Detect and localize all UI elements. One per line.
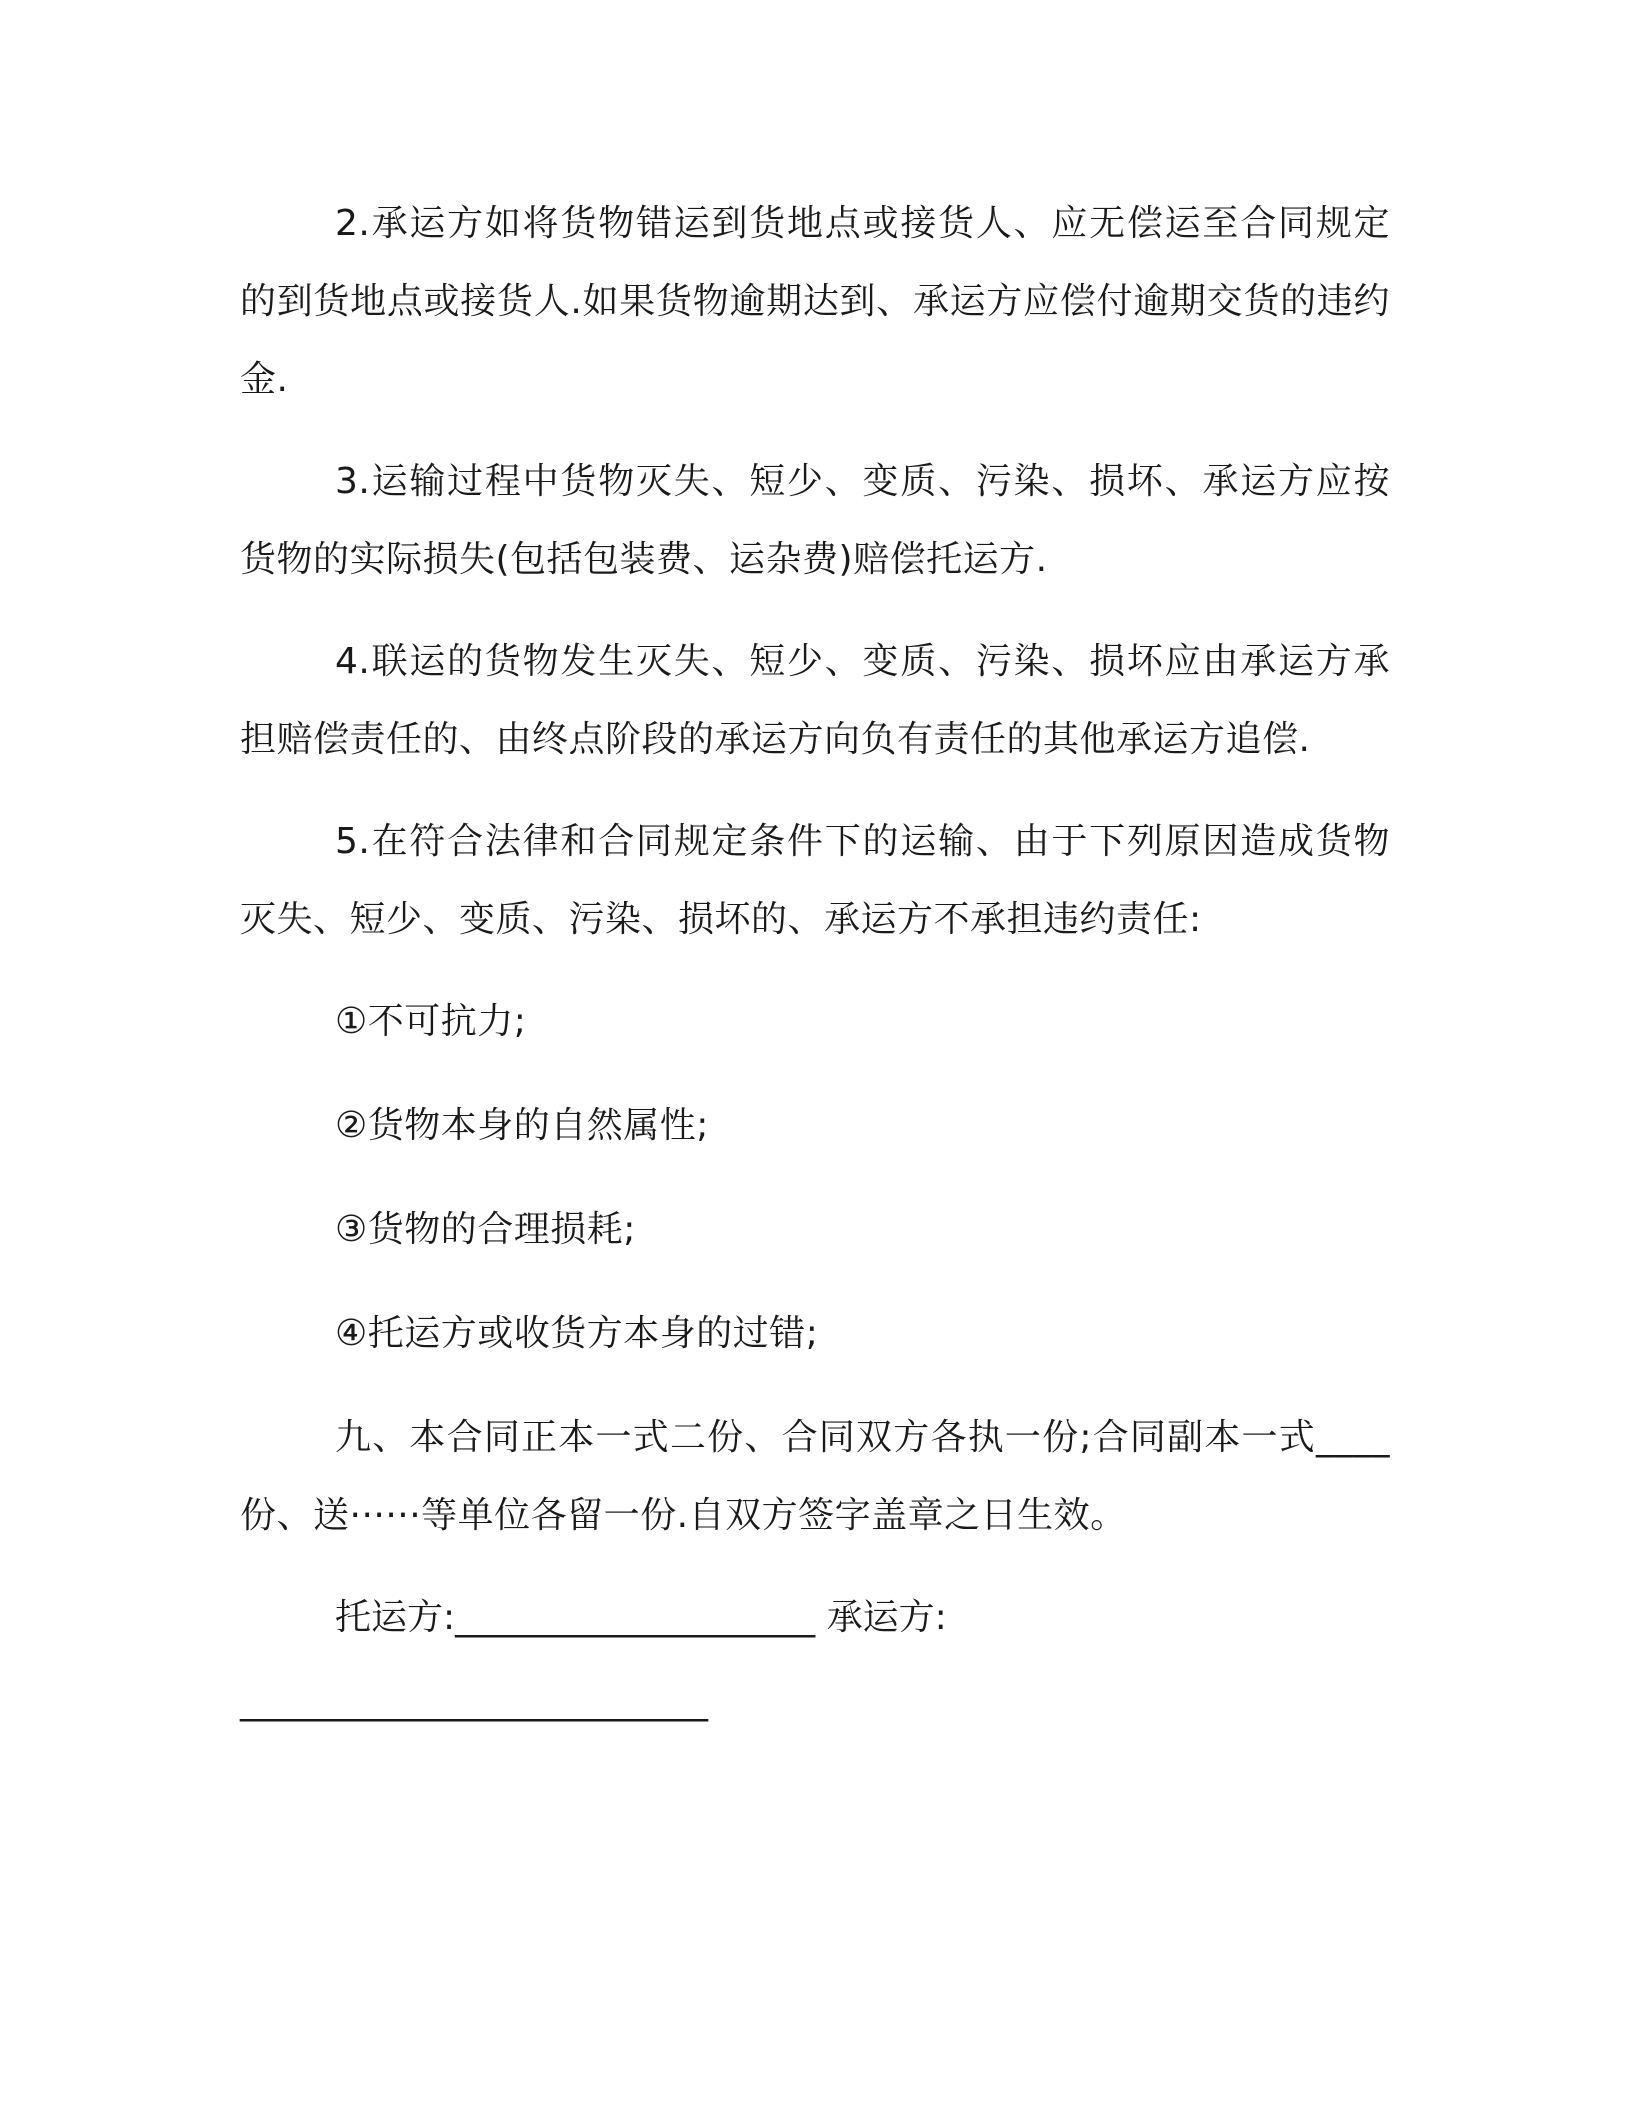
paragraph-clause-4: 4.联运的货物发生灭失、短少、变质、污染、损坏应由承运方承担赔偿责任的、由终点阶段的承运方向负有责任的其他承运方追偿. — [240, 641, 1390, 760]
paragraph-clause-3: 3.运输过程中货物灭失、短少、变质、污染、损坏、承运方应按货物的实际损失(包括包装费、运杂费)赔偿托运方. — [240, 461, 1390, 580]
list-item-natural-property: ②货物本身的自然属性; — [335, 1105, 709, 1146]
list-item-reasonable-loss: ③货物的合理损耗; — [335, 1209, 636, 1250]
list-item-party-fault: ④托运方或收货方本身的过错; — [335, 1313, 819, 1354]
signature-blank-line: __________________________ — [240, 1681, 708, 1722]
list-item-force-majeure: ①不可抗力; — [335, 1001, 527, 1042]
signature-line: 托运方:____________________ 承运方: — [335, 1597, 947, 1638]
paragraph-clause-2: 2.承运方如将货物错运到货地点或接货人、应无偿运至合同规定的到货地点或接货人.如果货物逾期达到、承运方应偿付逾期交货的违约金. — [240, 203, 1390, 400]
paragraph-clause-nine: 九、本合同正本一式二份、合同双方各执一份;合同副本一式____份、送······等单位各留一份.自双方签字盖章之日生效。 — [240, 1417, 1390, 1536]
paragraph-clause-5: 5.在符合法律和合同规定条件下的运输、由于下列原因造成货物灭失、短少、变质、污染、损坏的、承运方不承担违约责任: — [240, 821, 1390, 940]
document-page — [240, 185, 1390, 1741]
